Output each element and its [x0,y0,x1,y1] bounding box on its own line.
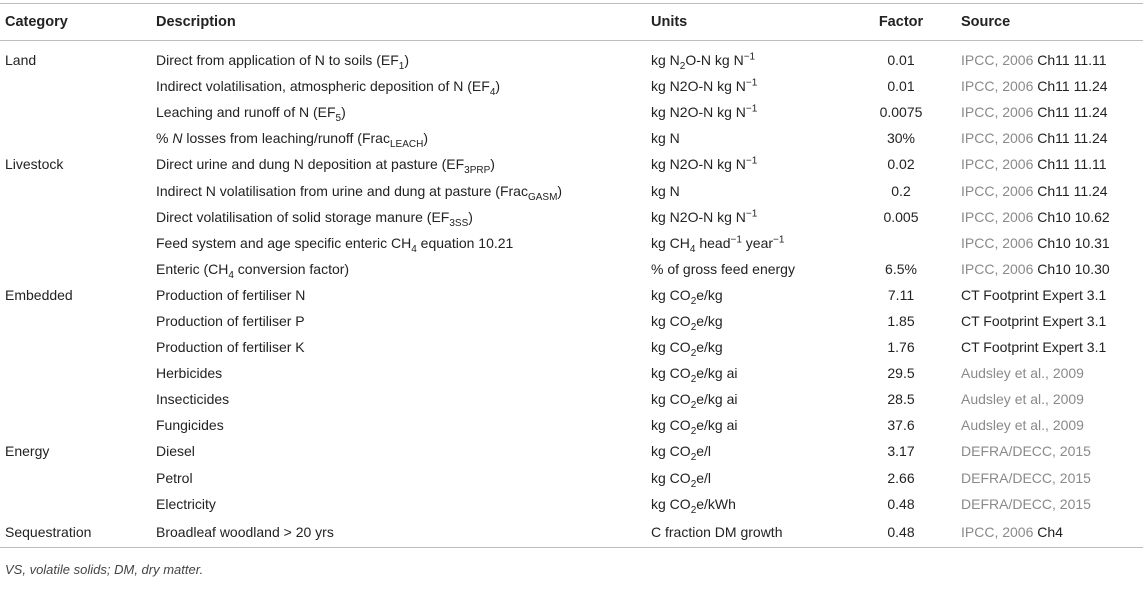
source-link[interactable]: IPCC, 2006 [961,182,1034,199]
cell-units: kg N2O-N kg $N^{-1}$ [651,155,758,173]
cell-units: kg $CO_2e/kg$ ai [651,365,738,385]
table-row [0,334,1143,360]
cell-category [0,465,156,491]
cell-factor: 0.005 [883,208,919,225]
source-link[interactable]: IPCC, 2006 [961,523,1034,540]
cell-units: kg $CO_2e/kg$ [651,339,723,359]
source-link[interactable]: IPCC, 2006 [961,78,1034,95]
cell-units: kg $CO_2e/l$ [651,469,712,490]
cell-source: IPCC, 2006 Ch11 11.24 [961,78,1108,95]
cell-factor: 3.17 [887,443,915,460]
header-factor: Factor [841,4,961,41]
cell-source: IPCC, 2006 Ch11 11.24 [961,104,1108,121]
cell-units: % of gross feed energy [651,260,795,277]
table-row [0,412,1143,438]
cell-description: Production of fertiliser K [156,339,305,356]
cell-factor: 0.0075 [879,104,923,121]
table-row [0,256,1143,282]
cell-source [961,491,1143,517]
cell-category [0,230,156,256]
cell-factor: 28.5 [887,391,915,408]
table-footnote: VS, volatile solids; DM, dry matter. [5,561,204,577]
cell-category [0,360,156,386]
source-link[interactable]: IPCC, 2006 [961,104,1034,121]
cell-source [961,360,1143,386]
cell-description: Production of fertiliser N [156,286,306,303]
cell-category [0,412,156,438]
cell-category: Livestock [5,156,64,173]
cell-source [961,438,1143,464]
cell-units: kg N [651,130,680,147]
cell-factor: 1.85 [887,312,915,329]
cell-category: Energy [5,443,50,460]
cell-source: IPCC, 2006 Ch10 10.31 [961,234,1110,251]
cell-category [0,256,156,282]
cell-description: Direct urine and dung N deposition at pasture $(EF_{3PRP})$ [156,156,495,177]
table-row [0,230,1143,256]
cell-factor: 0.48 [841,517,961,548]
cell-description: Diesel [156,443,195,460]
cell-factor: 6.5% [885,260,917,277]
cell-category [0,491,156,517]
source-link[interactable]: IPCC, 2006 [961,52,1034,69]
cell-units: C fraction DM growth [651,517,841,548]
source-link[interactable]: IPCC, 2006 [961,234,1034,251]
cell-category [0,334,156,360]
cell-description: Feed system and age specific enteric $CH_4$ equation 10.21 [156,234,514,255]
cell-category [0,99,156,125]
source-link[interactable]: Audsley et al., 2009 [961,365,1084,382]
table-row [0,73,1143,99]
source-link[interactable]: IPCC, 2006 [961,130,1034,147]
cell-units: kg N [651,182,680,199]
cell-description: % N losses from leaching/runoff (Frac$_{LEACH}$) [156,130,428,151]
table-row [0,360,1143,386]
cell-category [0,125,156,151]
cell-units: kg $CO_2e/kg$ ai [651,391,738,412]
cell-description: Direct from application of N to soils $(EF_1)$ [156,52,409,72]
cell-description: Indirect volatilisation, atmospheric deposition of N $(EF_4)$ [156,78,501,98]
cell-category: Embedded [5,286,73,303]
cell-description: Direct volatilisation of solid storage manure $(EF_{3SS})$ [156,208,473,229]
cell-factor: 0.2 [891,182,911,199]
table-row [0,491,1143,517]
source-link[interactable]: IPCC, 2006 [961,156,1034,173]
cell-source: IPCC, 2006 Ch11 11.11 [961,52,1107,69]
cell-source: IPCC, 2006 Ch4 [961,517,1143,548]
cell-source: CT Footprint Expert 3.1 [961,339,1107,356]
cell-factor: 29.5 [887,365,915,382]
cell-factor [841,230,961,256]
cell-source [961,465,1143,491]
cell-description: Fungicides [156,417,224,434]
cell-units: kg N2O-N kg $N^{-1}$ [651,77,758,95]
cell-category [0,204,156,230]
table-row [0,125,1143,151]
cell-units: kg $CH_4$ head$^{-1}$ year$^{-1}$ [651,234,785,255]
cell-factor: 0.48 [887,495,915,512]
header-category: Category [0,4,156,41]
table-body [0,41,1143,548]
table-row [0,99,1143,125]
table-row [0,386,1143,412]
cell-source: IPCC, 2006 Ch11 11.11 [961,156,1107,173]
cell-units: kg $CO_2e/kg$ [651,286,723,307]
cell-source: IPCC, 2006 Ch11 11.24 [961,130,1108,147]
cell-source [961,386,1143,412]
cell-units: kg $CO_2e/kg$ ai [651,417,738,438]
cell-description: Indirect N volatilisation from urine and dung at pasture (Frac$_{GASM}$) [156,182,563,203]
cell-source: IPCC, 2006 Ch10 10.30 [961,260,1110,277]
source-link[interactable]: IPCC, 2006 [961,260,1034,277]
cell-description: Herbicides [156,365,223,382]
source-link[interactable]: IPCC, 2006 [961,208,1034,225]
cell-factor: 0.02 [887,156,915,173]
cell-description: Broadleaf woodland > 20 yrs [156,517,651,548]
source-link[interactable]: DEFRA/DECC, 2015 [961,469,1091,486]
source-link[interactable]: Audsley et al., 2009 [961,391,1084,408]
cell-units: kg $CO_2e/kg$ [651,312,723,333]
cell-units: kg N2O-N kg $N^{-1}$ [651,207,758,225]
cell-description: Enteric ($CH_4$ conversion factor) [156,260,350,281]
cell-units: kg N2O-N kg $N^{-1}$ [651,103,758,121]
cell-factor: 7.11 [887,286,915,303]
header-source: Source [961,4,1143,41]
cell-category: Land [5,52,37,69]
table-row [0,282,1143,308]
cell-factor: 1.76 [887,339,915,356]
cell-category [0,177,156,203]
cell-factor: 37.6 [887,417,915,434]
cell-factor: 2.66 [887,469,915,486]
source-link[interactable]: Audsley et al., 2009 [961,417,1084,434]
cell-description: Electricity [156,495,216,512]
table-row [0,438,1143,464]
header-units: Units [651,4,841,41]
cell-source: CT Footprint Expert 3.1 [961,312,1107,329]
table-row [0,177,1143,203]
cell-units: kg $N_2O-N$ kg $N^{-1}$ [651,51,756,72]
cell-factor: 30% [886,130,916,147]
table-row [0,308,1143,334]
cell-factor: 0.01 [887,52,915,69]
table-row [0,41,1143,74]
cell-source [961,412,1143,438]
table-row [0,204,1143,230]
cell-source: CT Footprint Expert 3.1 [961,286,1107,303]
cell-source: IPCC, 2006 Ch10 10.62 [961,208,1110,225]
cell-category [0,308,156,334]
cell-factor: 0.01 [887,78,915,95]
table-row [0,465,1143,491]
cell-description: Production of fertiliser P [156,312,305,329]
cell-source: IPCC, 2006 Ch11 11.24 [961,182,1108,199]
cell-description: Leaching and runoff of N $(EF_5)$ [156,104,346,125]
header-description: Description [156,4,651,41]
cell-description: Petrol [156,469,193,486]
source-link[interactable]: DEFRA/DECC, 2015 [961,495,1091,512]
source-link[interactable]: DEFRA/DECC, 2015 [961,443,1091,460]
emission-factors-table [0,3,1143,548]
table-row [0,517,1143,548]
cell-category [0,73,156,99]
cell-units: kg $CO_2e$/kWh [651,495,736,516]
cell-units: kg $CO_2e/l$ [651,443,712,464]
cell-category [0,386,156,412]
table-row [0,151,1143,177]
cell-description: Insecticides [156,391,230,408]
cell-category: Sequestration [0,517,156,548]
table-header-row [0,4,1143,41]
